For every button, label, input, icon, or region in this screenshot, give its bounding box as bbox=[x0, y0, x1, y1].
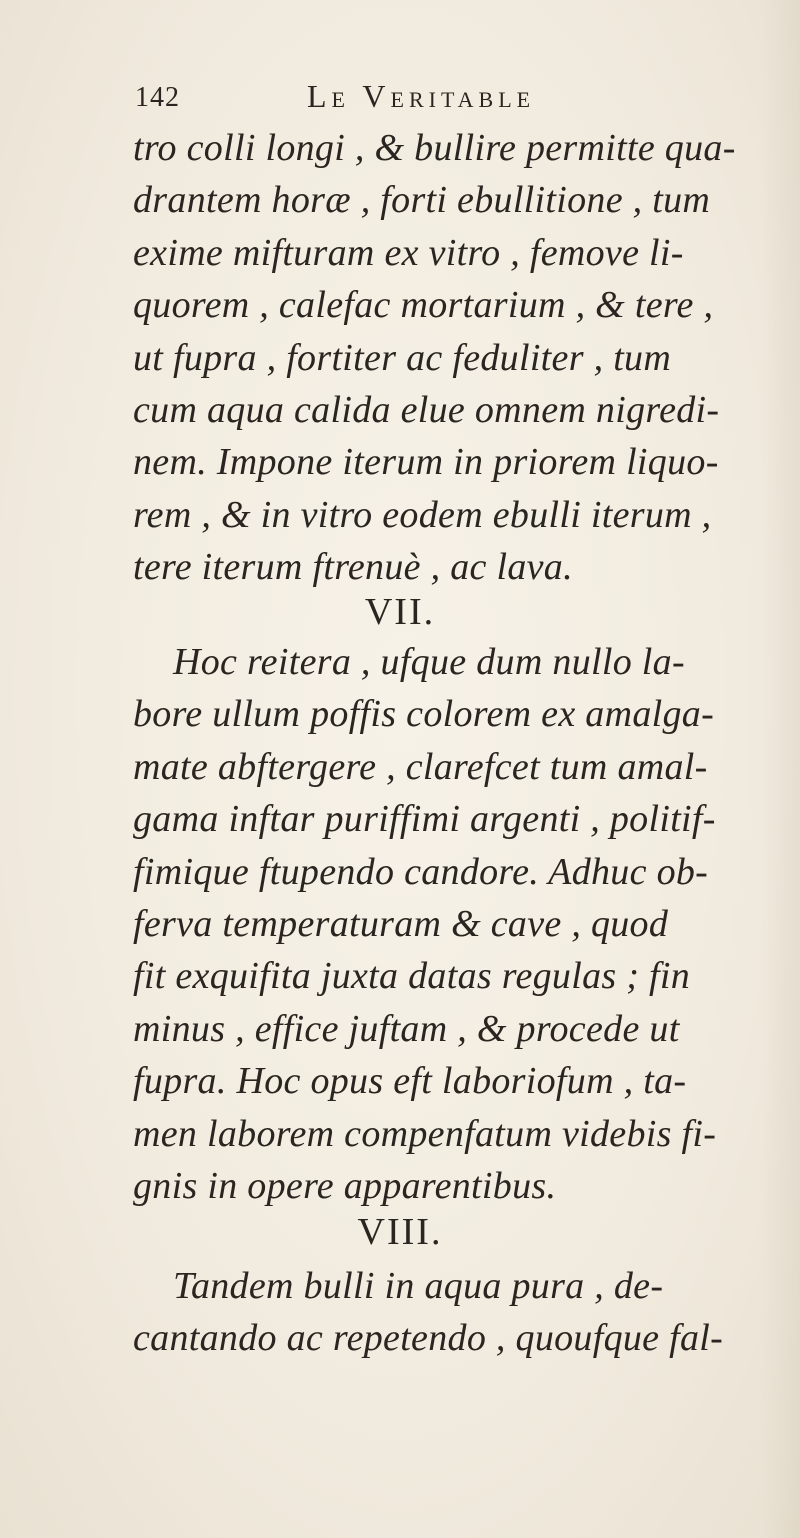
text-line: bore ullum poffis colorem ex amalga- bbox=[133, 693, 715, 736]
text-line: tro colli longi , & bullire permitte qua- bbox=[133, 127, 736, 169]
text-line: fimique ftupendo candore. Adhuc ob- bbox=[133, 850, 709, 893]
section-heading-viii: VIII. bbox=[357, 1211, 443, 1253]
text-line: minus , effice juftam , & procede ut bbox=[133, 1007, 680, 1050]
text-line: drantem horæ , forti ebullitione , tum bbox=[133, 179, 711, 222]
text-line: quorem , calefac mortarium , & tere , bbox=[133, 284, 714, 327]
text-line: cantando ac repetendo , quoufque fal- bbox=[133, 1317, 724, 1360]
page-header bbox=[135, 78, 775, 128]
text-line: ut fupra , fortiter ac feduliter , tum bbox=[133, 336, 672, 379]
text-line: rem , & in vitro eodem ebulli iterum , bbox=[133, 493, 712, 536]
text-line: exime mifturam ex vitro , femove li- bbox=[133, 231, 684, 274]
text-line: cum aqua calida elue omnem nigredi- bbox=[133, 388, 720, 431]
text-line: mate abftergere , clarefcet tum amal- bbox=[133, 745, 708, 788]
text-line: nem. Impone iterum in priorem liquo- bbox=[133, 441, 719, 484]
text-line: fit exquifita juxta datas regulas ; fin bbox=[133, 955, 691, 998]
section-heading-vii: VII. bbox=[364, 591, 436, 633]
text-line: men laborem compenfatum videbis fi- bbox=[133, 1112, 717, 1155]
page-number: 142 bbox=[135, 82, 180, 113]
text-line: fupra. Hoc opus eft laboriofum , ta- bbox=[133, 1060, 687, 1103]
text-line: tere iterum ftrenuè , ac lava. bbox=[133, 546, 573, 589]
text-line: ferva temperaturam & cave , quod bbox=[133, 902, 669, 945]
text-line: gnis in opere apparentibus. bbox=[133, 1164, 557, 1207]
text-line: Hoc reitera , ufque dum nullo la- bbox=[173, 641, 685, 683]
text-line: gama inftar puriffimi argenti , politif- bbox=[133, 798, 716, 841]
text-line: Tandem bulli in aqua pura , de- bbox=[173, 1265, 664, 1307]
paragraph-section-vii bbox=[133, 636, 783, 1212]
paragraph-continuation bbox=[133, 122, 783, 594]
running-title: Le Veritable bbox=[307, 78, 536, 114]
paragraph-section-viii bbox=[133, 1260, 783, 1365]
